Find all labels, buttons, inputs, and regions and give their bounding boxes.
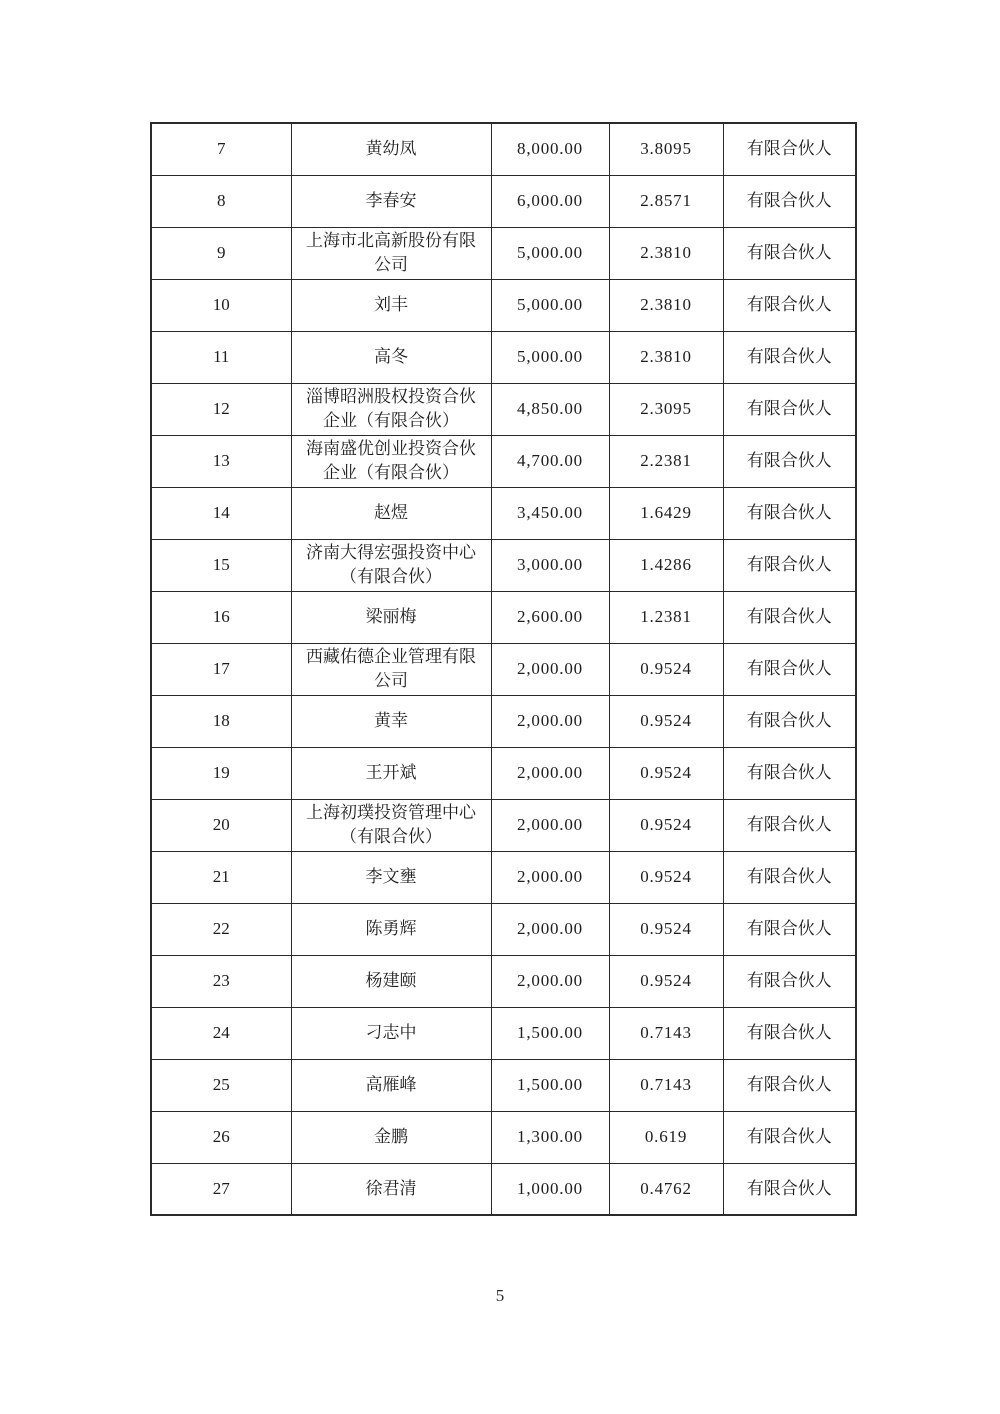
- cell-partner-name: 梁丽梅: [291, 591, 491, 643]
- table-row: [151, 695, 856, 747]
- cell-row-index: 15: [151, 539, 291, 591]
- cell-ownership-percent: 0.9524: [609, 903, 723, 955]
- cell-ownership-percent: 1.4286: [609, 539, 723, 591]
- cell-row-index: 10: [151, 279, 291, 331]
- cell-ownership-percent: 2.3810: [609, 279, 723, 331]
- cell-partner-type: 有限合伙人: [723, 383, 856, 435]
- cell-partner-type: 有限合伙人: [723, 1111, 856, 1163]
- cell-ownership-percent: 0.9524: [609, 955, 723, 1007]
- cell-subscribed-amount: 4,850.00: [491, 383, 609, 435]
- cell-ownership-percent: 3.8095: [609, 123, 723, 175]
- cell-partner-name: 杨建颐: [291, 955, 491, 1007]
- cell-subscribed-amount: 2,000.00: [491, 695, 609, 747]
- cell-partner-name: 黄幼凤: [291, 123, 491, 175]
- cell-partner-name: 高雁峰: [291, 1059, 491, 1111]
- cell-row-index: 26: [151, 1111, 291, 1163]
- table-row: [151, 1163, 856, 1215]
- cell-partner-type: 有限合伙人: [723, 851, 856, 903]
- cell-subscribed-amount: 5,000.00: [491, 279, 609, 331]
- cell-partner-name: 海南盛优创业投资合伙企业（有限合伙）: [291, 435, 491, 487]
- cell-subscribed-amount: 3,450.00: [491, 487, 609, 539]
- cell-partner-name: 金鹏: [291, 1111, 491, 1163]
- cell-partner-type: 有限合伙人: [723, 487, 856, 539]
- cell-subscribed-amount: 1,500.00: [491, 1059, 609, 1111]
- table-row: [151, 747, 856, 799]
- table-row: [151, 1111, 856, 1163]
- cell-subscribed-amount: 2,000.00: [491, 903, 609, 955]
- cell-subscribed-amount: 5,000.00: [491, 227, 609, 279]
- cell-row-index: 14: [151, 487, 291, 539]
- cell-row-index: 8: [151, 175, 291, 227]
- table-body: [151, 123, 856, 1215]
- cell-partner-name: 西藏佑德企业管理有限公司: [291, 643, 491, 695]
- cell-row-index: 27: [151, 1163, 291, 1215]
- table-row: [151, 643, 856, 695]
- cell-row-index: 21: [151, 851, 291, 903]
- cell-subscribed-amount: 4,700.00: [491, 435, 609, 487]
- cell-partner-type: 有限合伙人: [723, 227, 856, 279]
- cell-row-index: 18: [151, 695, 291, 747]
- cell-subscribed-amount: 2,000.00: [491, 643, 609, 695]
- cell-partner-type: 有限合伙人: [723, 903, 856, 955]
- cell-row-index: 16: [151, 591, 291, 643]
- table-row: [151, 279, 856, 331]
- cell-subscribed-amount: 1,500.00: [491, 1007, 609, 1059]
- cell-ownership-percent: 0.619: [609, 1111, 723, 1163]
- cell-ownership-percent: 0.9524: [609, 799, 723, 851]
- cell-row-index: 22: [151, 903, 291, 955]
- cell-row-index: 13: [151, 435, 291, 487]
- cell-partner-name: 刁志中: [291, 1007, 491, 1059]
- table-row: [151, 227, 856, 279]
- cell-ownership-percent: 0.7143: [609, 1007, 723, 1059]
- page-number: 5: [495, 1286, 505, 1305]
- cell-subscribed-amount: 1,300.00: [491, 1111, 609, 1163]
- cell-partner-name: 陈勇辉: [291, 903, 491, 955]
- cell-partner-type: 有限合伙人: [723, 643, 856, 695]
- cell-partner-name: 徐君清: [291, 1163, 491, 1215]
- cell-subscribed-amount: 1,000.00: [491, 1163, 609, 1215]
- table-row: [151, 591, 856, 643]
- cell-partner-type: 有限合伙人: [723, 175, 856, 227]
- cell-partner-name: 上海市北高新股份有限公司: [291, 227, 491, 279]
- cell-row-index: 24: [151, 1007, 291, 1059]
- cell-partner-type: 有限合伙人: [723, 1059, 856, 1111]
- cell-subscribed-amount: 3,000.00: [491, 539, 609, 591]
- cell-partner-type: 有限合伙人: [723, 1007, 856, 1059]
- table-row: [151, 487, 856, 539]
- cell-row-index: 19: [151, 747, 291, 799]
- cell-partner-type: 有限合伙人: [723, 591, 856, 643]
- table-row: [151, 331, 856, 383]
- cell-row-index: 7: [151, 123, 291, 175]
- table-row: [151, 903, 856, 955]
- cell-row-index: 12: [151, 383, 291, 435]
- cell-partner-type: 有限合伙人: [723, 331, 856, 383]
- cell-partner-type: 有限合伙人: [723, 1163, 856, 1215]
- cell-ownership-percent: 0.9524: [609, 747, 723, 799]
- table-row: [151, 383, 856, 435]
- table-row: [151, 1059, 856, 1111]
- cell-partner-name: 李春安: [291, 175, 491, 227]
- cell-subscribed-amount: 2,600.00: [491, 591, 609, 643]
- cell-partner-type: 有限合伙人: [723, 799, 856, 851]
- cell-subscribed-amount: 2,000.00: [491, 747, 609, 799]
- cell-ownership-percent: 2.8571: [609, 175, 723, 227]
- cell-row-index: 11: [151, 331, 291, 383]
- table-row: [151, 1007, 856, 1059]
- cell-partner-type: 有限合伙人: [723, 123, 856, 175]
- cell-row-index: 17: [151, 643, 291, 695]
- cell-partner-name: 黄幸: [291, 695, 491, 747]
- cell-ownership-percent: 2.2381: [609, 435, 723, 487]
- cell-subscribed-amount: 8,000.00: [491, 123, 609, 175]
- cell-ownership-percent: 2.3810: [609, 227, 723, 279]
- cell-ownership-percent: 0.4762: [609, 1163, 723, 1215]
- cell-partner-name: 刘丰: [291, 279, 491, 331]
- table-row: [151, 123, 856, 175]
- cell-partner-type: 有限合伙人: [723, 747, 856, 799]
- cell-partner-type: 有限合伙人: [723, 435, 856, 487]
- cell-partner-name: 王开斌: [291, 747, 491, 799]
- cell-partner-name: 淄博昭洲股权投资合伙企业（有限合伙）: [291, 383, 491, 435]
- cell-ownership-percent: 0.9524: [609, 643, 723, 695]
- table-row: [151, 435, 856, 487]
- table-row: [151, 799, 856, 851]
- cell-partner-type: 有限合伙人: [723, 695, 856, 747]
- table-row: [151, 175, 856, 227]
- cell-partner-name: 高冬: [291, 331, 491, 383]
- cell-partner-type: 有限合伙人: [723, 279, 856, 331]
- cell-ownership-percent: 0.9524: [609, 851, 723, 903]
- cell-ownership-percent: 0.9524: [609, 695, 723, 747]
- cell-row-index: 9: [151, 227, 291, 279]
- cell-partner-name: 上海初璞投资管理中心（有限合伙）: [291, 799, 491, 851]
- cell-partner-name: 李文壅: [291, 851, 491, 903]
- cell-ownership-percent: 1.2381: [609, 591, 723, 643]
- cell-partner-type: 有限合伙人: [723, 955, 856, 1007]
- table-row: [151, 851, 856, 903]
- cell-subscribed-amount: 6,000.00: [491, 175, 609, 227]
- cell-ownership-percent: 2.3810: [609, 331, 723, 383]
- cell-ownership-percent: 1.6429: [609, 487, 723, 539]
- cell-row-index: 20: [151, 799, 291, 851]
- cell-subscribed-amount: 2,000.00: [491, 799, 609, 851]
- cell-row-index: 23: [151, 955, 291, 1007]
- cell-subscribed-amount: 2,000.00: [491, 851, 609, 903]
- cell-row-index: 25: [151, 1059, 291, 1111]
- table-row: [151, 955, 856, 1007]
- cell-ownership-percent: 2.3095: [609, 383, 723, 435]
- cell-partner-type: 有限合伙人: [723, 539, 856, 591]
- table-row: [151, 539, 856, 591]
- cell-partner-name: 济南大得宏强投资中心（有限合伙）: [291, 539, 491, 591]
- cell-subscribed-amount: 5,000.00: [491, 331, 609, 383]
- cell-partner-name: 赵煜: [291, 487, 491, 539]
- cell-ownership-percent: 0.7143: [609, 1059, 723, 1111]
- cell-subscribed-amount: 2,000.00: [491, 955, 609, 1007]
- partners-table: [150, 122, 857, 1216]
